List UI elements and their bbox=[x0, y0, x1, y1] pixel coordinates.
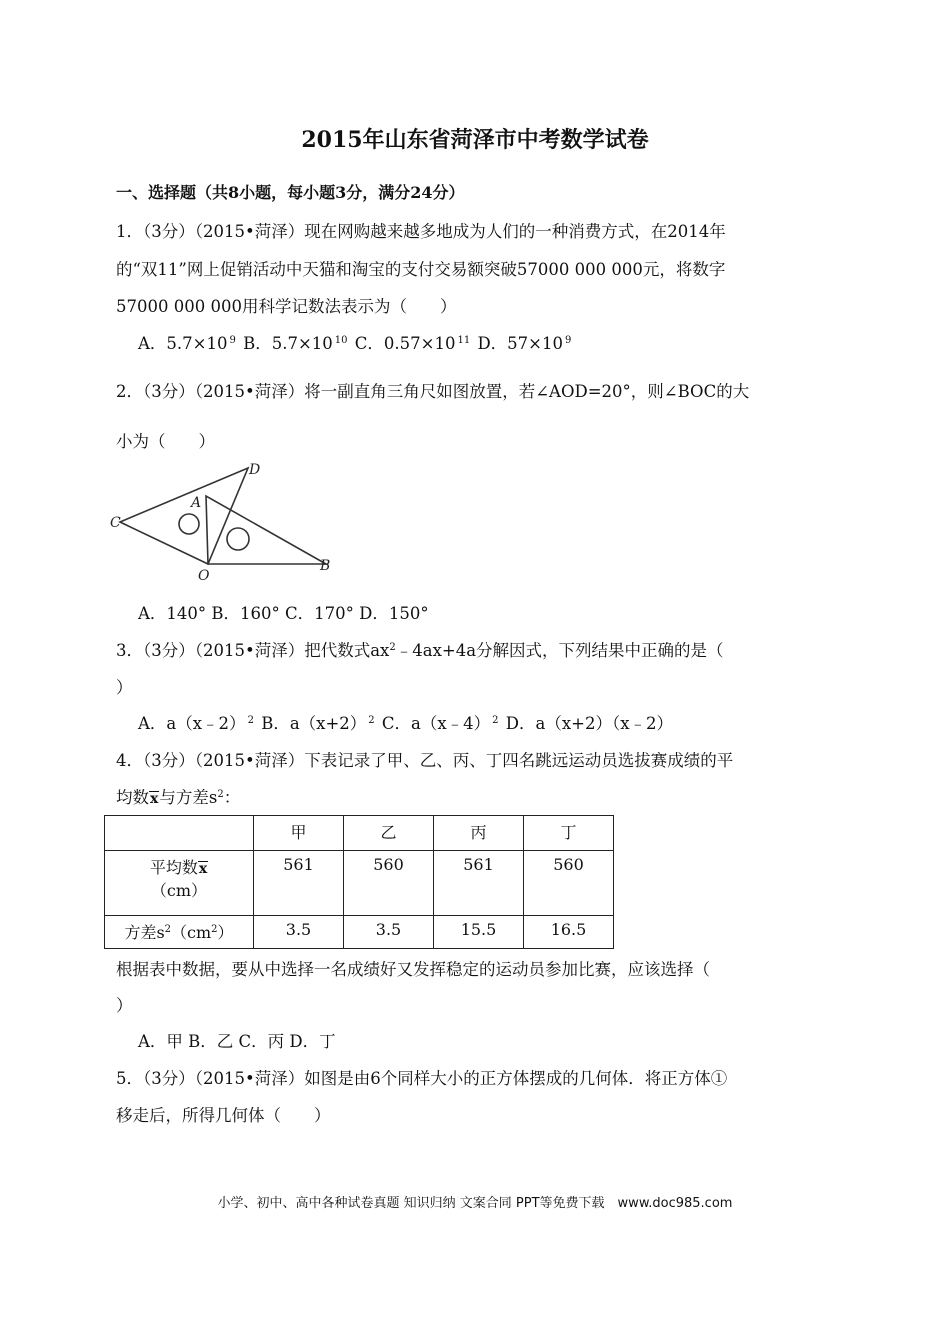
page-footer: 小学、初中、高中各种试卷真题 知识归纳 文案合同 PPT等免费下载 www.doc985.com bbox=[217, 1196, 733, 1211]
table-cell: 560 bbox=[344, 851, 434, 916]
table-cell: 560 bbox=[524, 851, 614, 916]
q1-options bbox=[138, 330, 573, 354]
q2-line1: 2．（3分）（2015•菏泽）将一副直角三角尺如图放置，若∠AOD=20°，则∠BOC的大 bbox=[116, 382, 750, 401]
ruler-hole-left bbox=[179, 514, 199, 534]
table-row bbox=[105, 851, 614, 916]
ruler-triangle-aob bbox=[206, 496, 326, 564]
ruler-hole-right bbox=[227, 528, 249, 550]
row-label-mean: 平均数x （cm） bbox=[105, 851, 254, 916]
q3-option-a: A．a（x﹣2） $^2$ bbox=[138, 714, 254, 733]
table-cell: 561 bbox=[254, 851, 344, 916]
q3-option-d: D．a（x+2）（x﹣2） bbox=[505, 714, 674, 733]
q3-option-b: B．a（x+2） $^2$ bbox=[261, 714, 375, 733]
table-cell: 3.5 bbox=[344, 916, 434, 949]
q3-line1: 3．（3分）（2015•菏泽）把代数式$ax^2﹣4ax+4a$分解因式，下列结果中正确的是（ bbox=[116, 641, 724, 660]
q3-line2: ） bbox=[116, 678, 133, 697]
label-a: A bbox=[191, 495, 202, 511]
q1-line2: 的“双11”网上促销活动中天猫和淘宝的支付交易额突破57000 000 000元，将数字 bbox=[116, 260, 726, 279]
q4-line2: 均数x与方差$s^2$： bbox=[116, 788, 241, 807]
row-label-variance: 方差$s^2(cm^2)$ bbox=[105, 916, 254, 949]
q4-line1: 4．（3分）（2015•菏泽）下表记录了甲、乙、丙、丁四名跳远运动员选拔赛成绩的平 bbox=[116, 751, 734, 770]
table-header-cell: 丁 bbox=[524, 816, 614, 851]
q1-line3: 57000 000 000用科学记数法表示为（ ） bbox=[116, 297, 457, 316]
q4-options: A．甲 B．乙 C．丙 D．丁 bbox=[138, 1032, 336, 1051]
label-b: B bbox=[320, 558, 331, 574]
table-header-cell: 甲 bbox=[254, 816, 344, 851]
q4-line4: ） bbox=[116, 996, 133, 1015]
table-row bbox=[105, 916, 614, 949]
label-o: O bbox=[198, 568, 210, 584]
q1-option-d: D．57×10 $^9$ bbox=[477, 334, 572, 353]
q5-line2: 移走后，所得几何体（ ） bbox=[116, 1106, 331, 1125]
q1-option-c: C．0.57×10 $^{11}$ bbox=[354, 334, 471, 353]
table-header-cell: 乙 bbox=[344, 816, 434, 851]
table-cell: 3.5 bbox=[254, 916, 344, 949]
q2-line2: 小为（ ） bbox=[116, 432, 215, 451]
page-title: 2015年山东省菏泽市中考数学试卷 bbox=[301, 127, 649, 153]
q3-options bbox=[138, 710, 677, 734]
triangle-rulers-figure bbox=[108, 460, 338, 585]
section-heading: 一、选择题（共8小题，每小题3分，满分24分） bbox=[116, 183, 465, 202]
table-header-cell bbox=[105, 816, 254, 851]
athlete-stats-table bbox=[104, 815, 614, 949]
q3-option-c: C．a（x﹣4） $^2$ bbox=[381, 714, 499, 733]
q1-option-a: A．5.7×10 $^9$ bbox=[138, 334, 236, 353]
table-cell: 561 bbox=[434, 851, 524, 916]
xbar-symbol: x bbox=[150, 791, 159, 807]
label-d: D bbox=[249, 462, 261, 478]
q2-options: A．140° B．160° C．170° D．150° bbox=[138, 604, 429, 623]
q1-line1: 1．（3分）（2015•菏泽）现在网购越来越多地成为人们的一种消费方式，在2014年 bbox=[116, 222, 726, 241]
label-c: C bbox=[110, 515, 121, 531]
q5-line1: 5．（3分）（2015•菏泽）如图是由6个同样大小的正方体摆成的几何体．将正方体① bbox=[116, 1069, 728, 1088]
q1-option-b: B．5.7×10 $^{10}$ bbox=[243, 334, 348, 353]
table-header-cell: 丙 bbox=[434, 816, 524, 851]
q4-line3: 根据表中数据，要从中选择一名成绩好又发挥稳定的运动员参加比赛，应该选择（ bbox=[116, 960, 710, 979]
table-cell: 15.5 bbox=[434, 916, 524, 949]
table-cell: 16.5 bbox=[524, 916, 614, 949]
table-header-row bbox=[105, 816, 614, 851]
